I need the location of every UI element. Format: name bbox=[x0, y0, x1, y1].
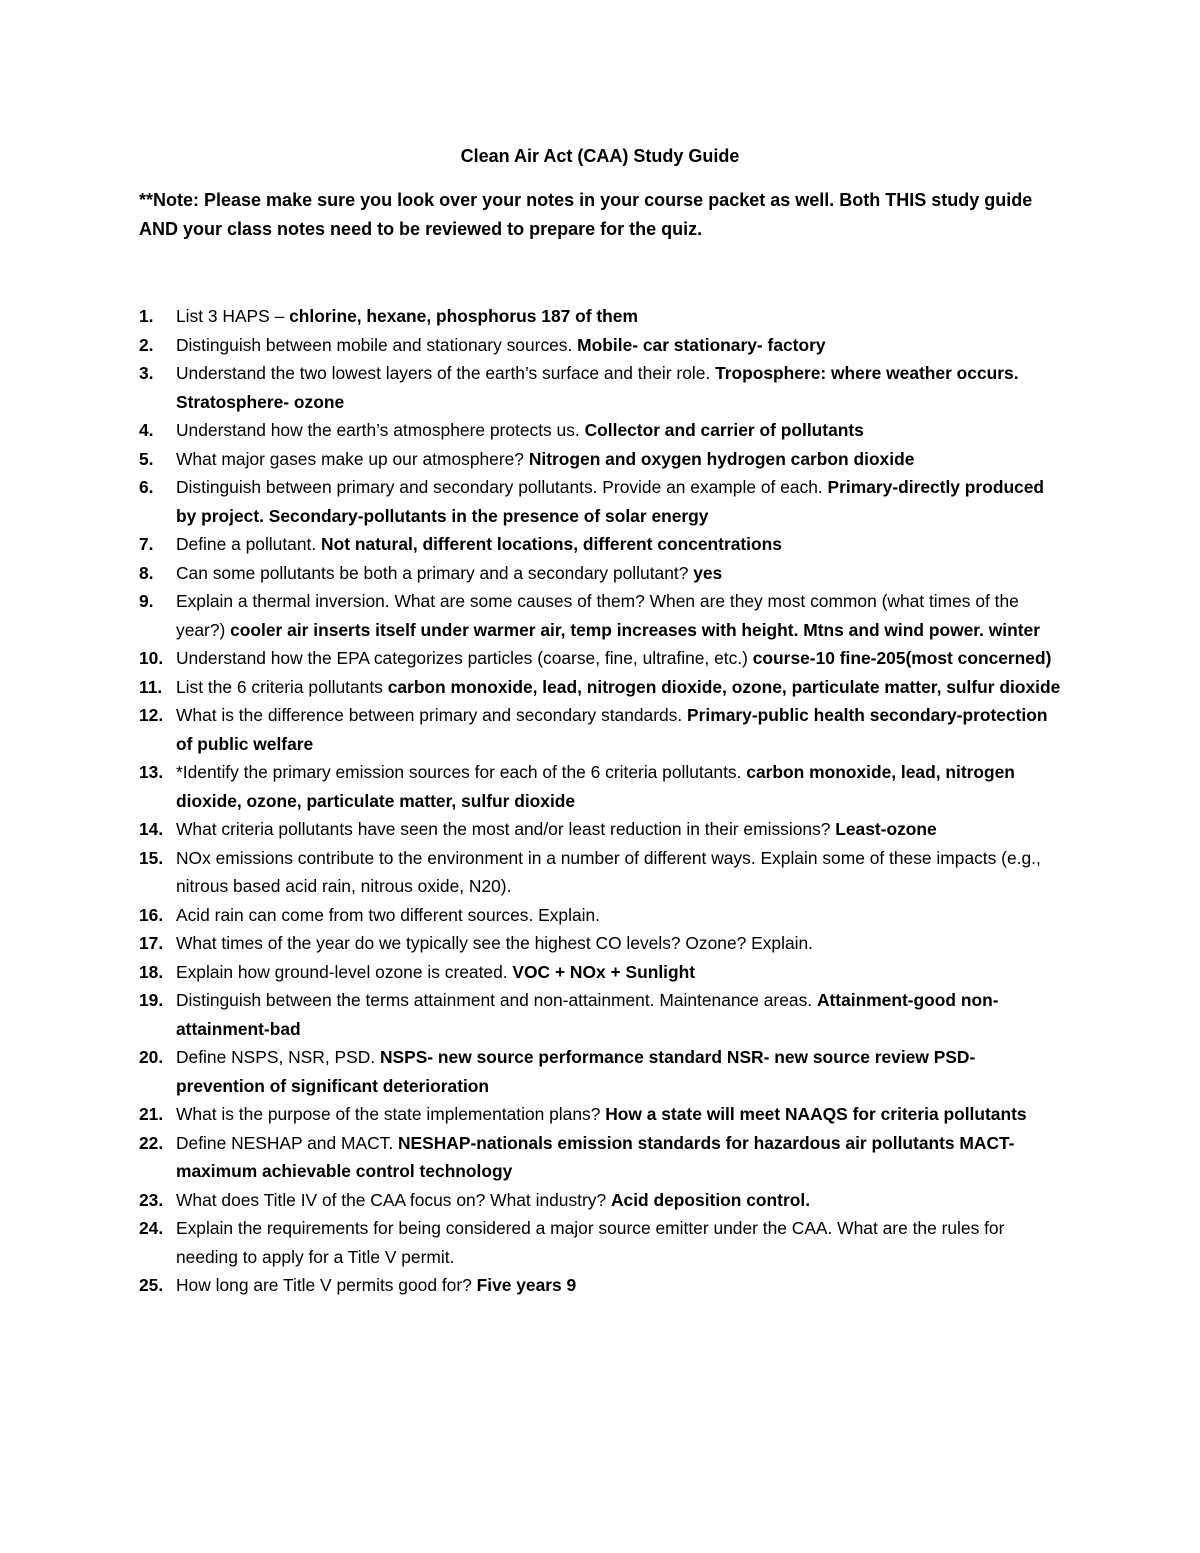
question-number: 10. bbox=[139, 648, 164, 668]
question-answer: VOC + NOx + Sunlight bbox=[512, 961, 696, 982]
question-number: 24. bbox=[139, 1218, 164, 1238]
question-item bbox=[139, 359, 1064, 416]
question-text: Explain how ground-level ozone is created. bbox=[176, 961, 513, 982]
question-item bbox=[139, 815, 1064, 844]
question-number: 8. bbox=[139, 562, 154, 583]
question-item bbox=[139, 416, 1064, 445]
question-answer: Acid deposition control. bbox=[611, 1189, 811, 1210]
question-text: Understand the two lowest layers of the earth’s surface and their role. bbox=[176, 363, 716, 383]
question-answer: cooler air inserts itself under warmer air, temp increases with height. Mtns and wind power. winter bbox=[230, 619, 1040, 640]
question-text: Distinguish between the terms attainment and non-attainment. Maintenance areas. bbox=[176, 990, 817, 1010]
question-answer: Attainment-good non-attainment-bad bbox=[176, 990, 999, 1039]
question-answer: yes bbox=[693, 562, 723, 583]
question-text: Can some pollutants be both a primary and a secondary pollutant? bbox=[176, 562, 694, 583]
question-item bbox=[139, 1186, 1064, 1215]
question-number: 19. bbox=[139, 990, 164, 1010]
question-number: 2. bbox=[139, 334, 154, 355]
question-number: 7. bbox=[139, 534, 154, 554]
question-text: What is the difference between primary and secondary standards. bbox=[176, 705, 688, 725]
question-answer: chlorine, hexane, phosphorus 187 of them bbox=[289, 306, 638, 326]
question-number: 6. bbox=[139, 477, 154, 497]
document-title: Clean Air Act (CAA) Study Guide bbox=[460, 146, 740, 166]
question-text: What major gases make up our atmosphere? bbox=[176, 448, 529, 469]
question-answer: Mobile- car stationary- factory bbox=[577, 334, 826, 355]
question-number: 4. bbox=[139, 420, 154, 440]
question-text: Distinguish between mobile and stationary sources. bbox=[176, 334, 578, 355]
question-answer: How a state will meet NAAQS for criteria pollutants bbox=[605, 1104, 1027, 1124]
question-text: Acid rain can come from two different sources. Explain. bbox=[176, 904, 601, 925]
question-number: 11. bbox=[139, 676, 163, 697]
question-item bbox=[139, 644, 1064, 673]
question-answer: Primary-directly produced by project. Secondary-pollutants in the presence of solar energy bbox=[176, 477, 1045, 526]
question-item bbox=[139, 701, 1064, 758]
question-item bbox=[139, 530, 1064, 559]
question-number: 21. bbox=[139, 1104, 164, 1124]
question-answer: carbon monoxide, lead, nitrogen dioxide, ozone, particulate matter, sulfur dioxide bbox=[387, 676, 1061, 697]
question-text: Understand how the earth’s atmosphere protects us. bbox=[176, 420, 585, 440]
question-item bbox=[139, 473, 1064, 530]
question-answer: NSPS- new source performance standard NSR- new source review PSD-prevention of significant deterioration bbox=[176, 1047, 976, 1096]
question-item bbox=[139, 901, 1064, 930]
question-text: Distinguish between primary and secondary pollutants. Provide an example of each. bbox=[176, 477, 828, 497]
question-text: Understand how the EPA categorizes particles (coarse, fine, ultrafine, etc.) bbox=[176, 648, 753, 668]
question-text: Define NSPS, NSR, PSD. bbox=[176, 1047, 380, 1067]
question-item bbox=[139, 302, 1064, 331]
question-number: 25. bbox=[139, 1275, 164, 1295]
question-answer: Least-ozone bbox=[835, 819, 937, 839]
question-answer: Five years 9 bbox=[476, 1275, 577, 1295]
question-number: 9. bbox=[139, 591, 154, 611]
question-item bbox=[139, 1271, 1064, 1300]
question-text: What is the purpose of the state implementation plans? bbox=[176, 1104, 606, 1124]
question-item bbox=[139, 986, 1064, 1043]
question-answer: course-10 fine-205(most concerned) bbox=[752, 648, 1052, 668]
question-text: What times of the year do we typically see the highest CO levels? Ozone? Explain. bbox=[176, 933, 814, 953]
question-text: What criteria pollutants have seen the most and/or least reduction in their emissions? bbox=[176, 819, 836, 839]
question-item bbox=[139, 1100, 1064, 1129]
question-item bbox=[139, 587, 1064, 644]
question-number: 13. bbox=[139, 762, 164, 782]
question-number: 22. bbox=[139, 1132, 164, 1153]
question-number: 1. bbox=[139, 306, 154, 326]
question-answer: Collector and carrier of pollutants bbox=[584, 420, 864, 440]
question-text: Define a pollutant. bbox=[176, 534, 322, 554]
question-answer: Primary-public health secondary-protection of public welfare bbox=[176, 705, 1048, 754]
question-text: Define NESHAP and MACT. bbox=[176, 1132, 398, 1153]
question-item bbox=[139, 1214, 1064, 1271]
question-item bbox=[139, 929, 1064, 958]
question-item bbox=[139, 331, 1064, 360]
question-answer: Nitrogen and oxygen hydrogen carbon dioxide bbox=[528, 448, 915, 469]
question-item bbox=[139, 445, 1064, 474]
question-answer: Not natural, different locations, different concentrations bbox=[321, 534, 782, 554]
question-text: What does Title IV of the CAA focus on? What industry? bbox=[176, 1189, 611, 1210]
question-item bbox=[139, 844, 1064, 901]
question-item bbox=[139, 559, 1064, 588]
question-number: 15. bbox=[139, 847, 164, 868]
question-number: 17. bbox=[139, 933, 164, 953]
question-number: 20. bbox=[139, 1047, 164, 1067]
question-text: *Identify the primary emission sources for each of the 6 criteria pollutants. bbox=[176, 762, 747, 782]
question-answer: NESHAP-nationals emission standards for hazardous air pollutants MACT- maximum achievable control technology bbox=[176, 1132, 1015, 1181]
question-item bbox=[139, 958, 1064, 987]
question-item bbox=[139, 1043, 1064, 1100]
question-number: 5. bbox=[139, 448, 154, 469]
question-number: 12. bbox=[139, 705, 164, 725]
question-text: List 3 HAPS – bbox=[176, 306, 290, 326]
question-number: 18. bbox=[139, 961, 164, 982]
study-note: **Note: Please make sure you look over your notes in your course packet as well. Both THIS study guide AND your class notes need to be reviewed to prepare for the quiz. bbox=[139, 190, 1033, 239]
question-number: 3. bbox=[139, 363, 154, 383]
question-text: Explain the requirements for being considered a major source emitter under the CAA. What are the rules for needing to apply for a Title V permit. bbox=[176, 1218, 1005, 1267]
question-number: 23. bbox=[139, 1189, 164, 1210]
question-answer: carbon monoxide, lead, nitrogen dioxide, ozone, particulate matter, sulfur dioxide bbox=[176, 762, 1015, 811]
question-item bbox=[139, 758, 1064, 815]
question-answer: Troposphere: where weather occurs. Stratosphere- ozone bbox=[176, 363, 1019, 412]
question-text: List the 6 criteria pollutants bbox=[176, 676, 388, 697]
question-text: How long are Title V permits good for? bbox=[176, 1275, 477, 1295]
question-number: 14. bbox=[139, 819, 164, 839]
question-item bbox=[139, 1129, 1064, 1186]
question-text: Explain a thermal inversion. What are some causes of them? When are they most common (what times of the year?) bbox=[176, 591, 1019, 640]
question-number: 16. bbox=[139, 904, 164, 925]
question-text: NOx emissions contribute to the environment in a number of different ways. Explain some of these impacts (e.g., nitrous based acid rain, nitrous oxide, N20). bbox=[176, 847, 1041, 896]
question-item bbox=[139, 673, 1064, 702]
question-list bbox=[139, 302, 1064, 1300]
